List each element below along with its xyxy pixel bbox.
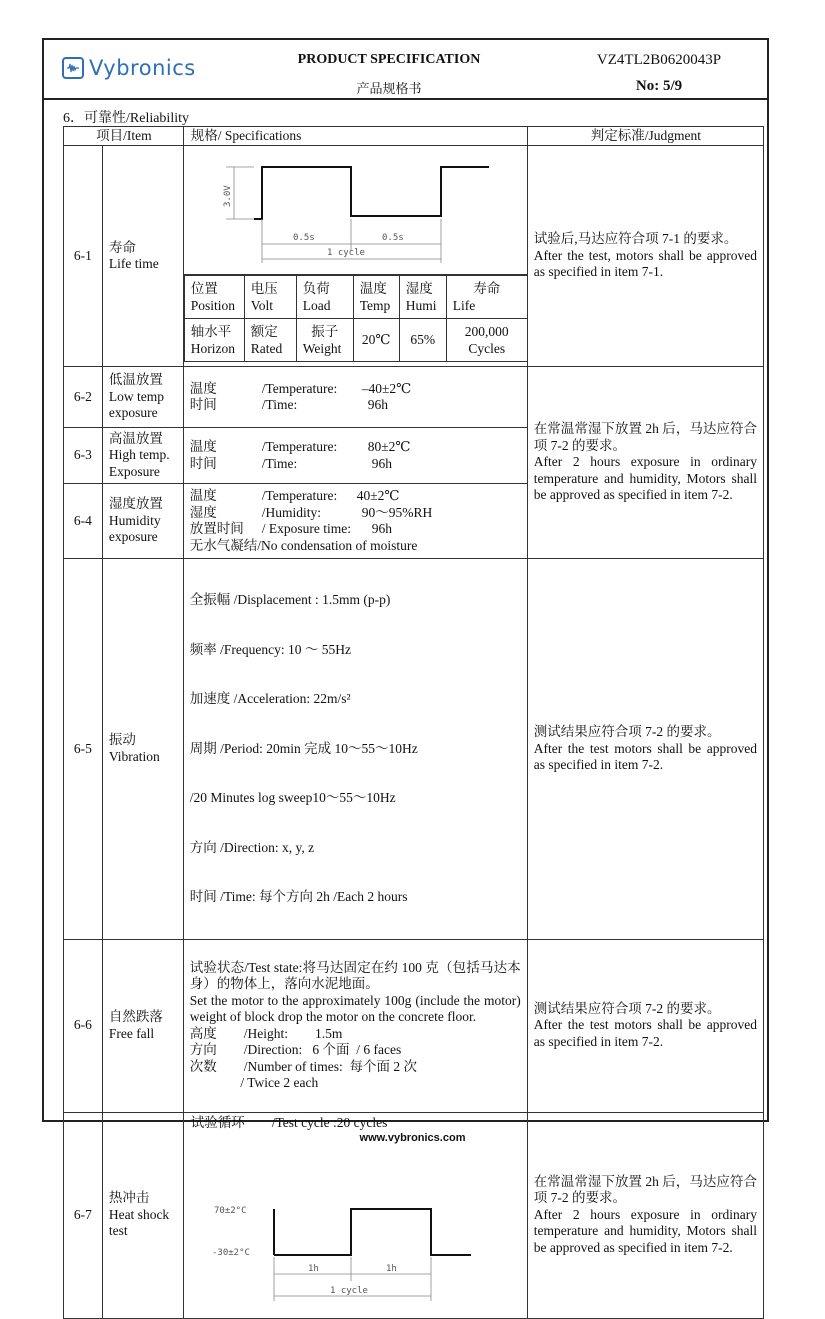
spec-cell: 温度 /Temperature: 80±2℃ 时间 /Time: 96h — [183, 428, 527, 484]
item-name — [102, 146, 183, 367]
heat-shock-waveform — [184, 1133, 527, 1303]
high-temp-label: 70±2°C — [213, 1206, 247, 1216]
table-row — [64, 146, 764, 367]
table-row — [64, 367, 764, 428]
judgment-cell: 在常温常湿下放置 2h 后，马达应符合项 7-2 的要求。 After 2 hours exposure in ordinary temperature and humidity, Motors shall be approved as specified in item 7-2. — [527, 367, 763, 559]
page-header — [44, 40, 767, 100]
half-cycle-label: 0.5s — [381, 232, 404, 243]
item-name: 湿度放置 Humidity exposure — [102, 484, 183, 559]
footer-url[interactable]: www.vybronics.com — [359, 1132, 466, 1144]
table-row — [64, 939, 764, 1112]
logo-text: Vybronics — [89, 56, 196, 80]
item-name: 热冲击 Heat shock test — [102, 1112, 183, 1318]
cycle-label: 1 cycle — [329, 1286, 368, 1296]
param-value: 轴水平 Horizon — [184, 318, 244, 361]
page-number: No: 5/9 — [635, 78, 683, 94]
table-row — [64, 559, 764, 940]
item-number: 6-7 — [64, 1112, 103, 1318]
judgment-cell: 测试结果应符合项 7-2 的要求。 After the test motors shall be approved as specified in item 7-2. — [527, 559, 763, 940]
judgment-cell: 在常温常湿下放置 2h 后，马达应符合项 7-2 的要求。 After 2 hours exposure in ordinary temperature and humidity, Motors shall be approved as specified in item 7-2. — [527, 1112, 763, 1318]
voltage-label: 3.0V — [222, 184, 233, 207]
item-name-en: Life time — [108, 256, 159, 271]
judgment-cell: 测试结果应符合项 7-2 的要求。 After the test motors shall be approved as specified in item 7-2. — [527, 939, 763, 1112]
table-header-row — [64, 127, 764, 146]
item-number: 6-2 — [64, 367, 103, 428]
item-number: 6-3 — [64, 428, 103, 484]
waveform-logo-icon — [62, 57, 84, 79]
half-cycle-label: 0.5s — [292, 232, 315, 243]
item-number: 6-5 — [64, 559, 103, 940]
life-waveform — [184, 151, 527, 275]
param-value: 200,000 Cycles — [446, 318, 527, 361]
param-header: 位置 Position — [184, 275, 244, 318]
half-cycle-label: 1h — [385, 1264, 397, 1274]
document-subtitle: 产品规格书 — [356, 81, 422, 96]
spec-cell: 温度 /Temperature: –40±2℃ 时间 /Time: 96h — [183, 367, 527, 428]
param-value: 65% — [399, 318, 446, 361]
spec-cell: 温度 /Temperature: 40±2℃ 湿度 /Humidity: 90～95%RH 放置时间 / Exposure time: 96h 无水气凝结/No condensation of moisture — [183, 484, 527, 559]
param-header: 寿命 Life — [446, 275, 527, 318]
cycle-label: 1 cycle — [326, 247, 365, 258]
life-params-table — [184, 275, 527, 362]
company-logo — [62, 56, 196, 80]
spec-cell — [183, 146, 527, 367]
spec-cell: 全振幅 /Displacement : 1.5mm (p-p) 频率 /Frequency: 10 ～ 55Hz 加速度 /Acceleration: 22m/s² 周期 /Period: 20min 完成 10～55～10Hz /20 Minutes log sweep10～55～10Hz 方向 /Direction: x, y, z 时间 /Time: 每个方向 2h /Each 2 hours — [183, 559, 527, 940]
param-header: 湿度 Humi — [399, 275, 446, 318]
spec-cell: 试验状态/Test state:将马达固定在约 100 克（包括马达本身）的物体上，落向水泥地面。 Set the motor to the approximately 100g (include the motor) weight of block drop the motor on the concrete floor. 高度 /Height: 1.5m 方向 /Direction: 6 个面 / 6 faces 次数 /Number of times: 每个面 2 次 / Twice 2 each — [183, 939, 527, 1112]
param-value: 振子 Weight — [296, 318, 353, 361]
item-number: 6-6 — [64, 939, 103, 1112]
item-name: 自然跌落 Free fall — [102, 939, 183, 1112]
param-header: 电压 Volt — [244, 275, 296, 318]
param-value: 额定 Rated — [244, 318, 296, 361]
header-spec: 规格/ Specifications — [183, 127, 527, 146]
test-cycle-title: 试验循环 /Test cycle :20 cycles — [190, 1114, 388, 1130]
param-header: 负荷 Load — [296, 275, 353, 318]
low-temp-label: -30±2°C — [211, 1248, 250, 1258]
document-number: VZ4TL2B0620043P — [596, 52, 722, 68]
item-name: 高温放置 High temp. Exposure — [102, 428, 183, 484]
param-value: 20℃ — [353, 318, 399, 361]
item-number: 6-1 — [64, 146, 103, 367]
section-title: 6．可靠性/Reliability — [63, 111, 189, 126]
judgment-cell: 试验后,马达应符合项 7-1 的要求。 After the test, motors shall be approved as specified in item 7-1. — [527, 146, 763, 367]
param-header: 温度 Temp — [353, 275, 399, 318]
header-judgment: 判定标准/Judgment — [527, 127, 763, 146]
document-title: PRODUCT SPECIFICATION — [297, 52, 481, 67]
item-number: 6-4 — [64, 484, 103, 559]
half-cycle-label: 1h — [307, 1264, 319, 1274]
item-name-cn: 寿命 — [108, 239, 136, 255]
item-name: 振动 Vibration — [102, 559, 183, 940]
header-item: 项目/Item — [64, 127, 184, 146]
item-name: 低温放置 Low temp exposure — [102, 367, 183, 428]
